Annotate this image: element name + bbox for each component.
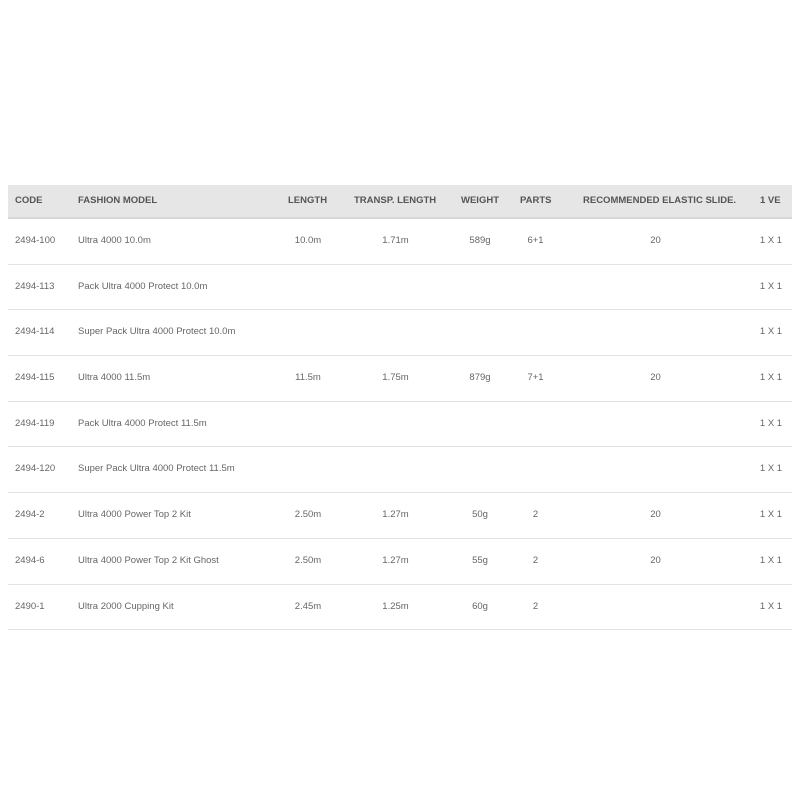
- table-header: [8, 185, 792, 219]
- cell-length: [282, 265, 334, 309]
- cell-transp-length: 1.75m: [382, 372, 409, 384]
- cell-model: Pack Ultra 4000 Protect 11.5m: [78, 417, 207, 429]
- cell-length: 2.50m: [294, 554, 322, 566]
- table-row: [8, 402, 792, 448]
- cell-parts: [513, 402, 558, 446]
- cell-ve: 1 X 1: [759, 372, 783, 384]
- header-ve: 1 VE: [760, 195, 781, 206]
- cell-recommended-elastic: [578, 447, 733, 491]
- cell-recommended-elastic: [578, 402, 733, 446]
- cell-ve: 1 X 1: [759, 280, 783, 292]
- product-table: [8, 185, 792, 630]
- table-row: [8, 265, 792, 311]
- table-row: [8, 493, 792, 539]
- cell-transp-length: [353, 265, 438, 309]
- cell-weight: [455, 265, 505, 309]
- cell-weight: 50g: [472, 509, 488, 521]
- cell-model: Super Pack Ultra 4000 Protect 10.0m: [78, 326, 236, 338]
- cell-weight: 589g: [469, 235, 491, 246]
- table-row: [8, 447, 792, 493]
- cell-weight: [455, 402, 505, 446]
- table-row: [8, 539, 792, 585]
- cell-model: Ultra 4000 11.5m: [78, 372, 151, 384]
- header-weight: WEIGHT: [461, 195, 499, 206]
- header-parts: PARTS: [520, 195, 552, 206]
- cell-ve: 1 X 1: [759, 235, 783, 246]
- cell-code: 2494-115: [15, 372, 55, 384]
- cell-ve: 1 X 1: [759, 554, 783, 566]
- cell-model: Ultra 4000 Power Top 2 Kit: [78, 509, 191, 521]
- table-row: [8, 356, 792, 402]
- cell-code: 2494-100: [15, 235, 56, 246]
- header-model: FASHION MODEL: [78, 195, 158, 206]
- header-code: CODE: [15, 195, 43, 206]
- cell-parts: [513, 265, 558, 309]
- cell-parts: 2: [532, 554, 539, 566]
- cell-ve: 1 X 1: [759, 326, 783, 338]
- cell-recommended-elastic: 20: [650, 372, 661, 384]
- cell-model: Ultra 4000 Power Top 2 Kit Ghost: [78, 554, 219, 566]
- header-recommended-elastic: RECOMMENDED ELASTIC SLIDE.: [583, 195, 737, 206]
- cell-recommended-elastic: [578, 265, 733, 309]
- cell-recommended-elastic: 20: [650, 509, 661, 521]
- cell-transp-length: [353, 447, 438, 491]
- cell-code: 2494-119: [15, 417, 55, 429]
- cell-ve: 1 X 1: [759, 463, 783, 475]
- cell-length: 10.0m: [294, 235, 322, 246]
- header-length: LENGTH: [288, 195, 328, 206]
- cell-transp-length: [353, 310, 438, 354]
- cell-recommended-elastic: [578, 310, 733, 354]
- cell-weight: 879g: [469, 372, 491, 384]
- cell-code: 2494-113: [15, 280, 55, 292]
- table-row: [8, 219, 792, 265]
- cell-length: [282, 402, 334, 446]
- cell-transp-length: 1.27m: [382, 554, 409, 566]
- cell-model: Ultra 2000 Cupping Kit: [78, 600, 174, 612]
- cell-ve: 1 X 1: [759, 509, 783, 521]
- header-transp-length: TRANSP. LENGTH: [354, 195, 437, 206]
- cell-ve: 1 X 1: [759, 417, 783, 429]
- table-row: [8, 310, 792, 356]
- cell-recommended-elastic: 20: [650, 554, 661, 566]
- cell-model: Pack Ultra 4000 Protect 10.0m: [78, 280, 208, 292]
- cell-transp-length: 1.71m: [382, 235, 409, 246]
- cell-weight: 55g: [472, 554, 488, 566]
- table-row: [8, 585, 792, 631]
- cell-parts: 2: [532, 600, 539, 612]
- cell-length: [282, 447, 334, 491]
- cell-length: 2.45m: [294, 600, 322, 612]
- cell-length: [282, 310, 334, 354]
- cell-transp-length: 1.27m: [382, 509, 409, 521]
- cell-model: Ultra 4000 10.0m: [78, 235, 151, 246]
- cell-transp-length: 1.25m: [382, 600, 409, 612]
- cell-code: 2494-6: [15, 554, 45, 566]
- cell-length: 2.50m: [294, 509, 322, 521]
- cell-weight: 60g: [472, 600, 488, 612]
- cell-parts: [513, 310, 558, 354]
- cell-transp-length: [353, 402, 438, 446]
- cell-weight: [455, 310, 505, 354]
- cell-parts: 7+1: [527, 372, 544, 384]
- cell-parts: [513, 447, 558, 491]
- table-body: [8, 219, 792, 630]
- cell-code: 2494-120: [15, 463, 56, 475]
- cell-code: 2494-114: [15, 326, 55, 338]
- cell-code: 2490-1: [15, 600, 45, 612]
- cell-weight: [455, 447, 505, 491]
- cell-parts: 2: [532, 509, 539, 521]
- cell-recommended-elastic: 20: [650, 235, 661, 246]
- cell-code: 2494-2: [15, 509, 45, 521]
- cell-parts: 6+1: [527, 235, 544, 246]
- cell-model: Super Pack Ultra 4000 Protect 11.5m: [78, 463, 235, 475]
- cell-length: 11.5m: [295, 372, 321, 384]
- cell-recommended-elastic: [578, 585, 733, 629]
- cell-ve: 1 X 1: [759, 600, 783, 612]
